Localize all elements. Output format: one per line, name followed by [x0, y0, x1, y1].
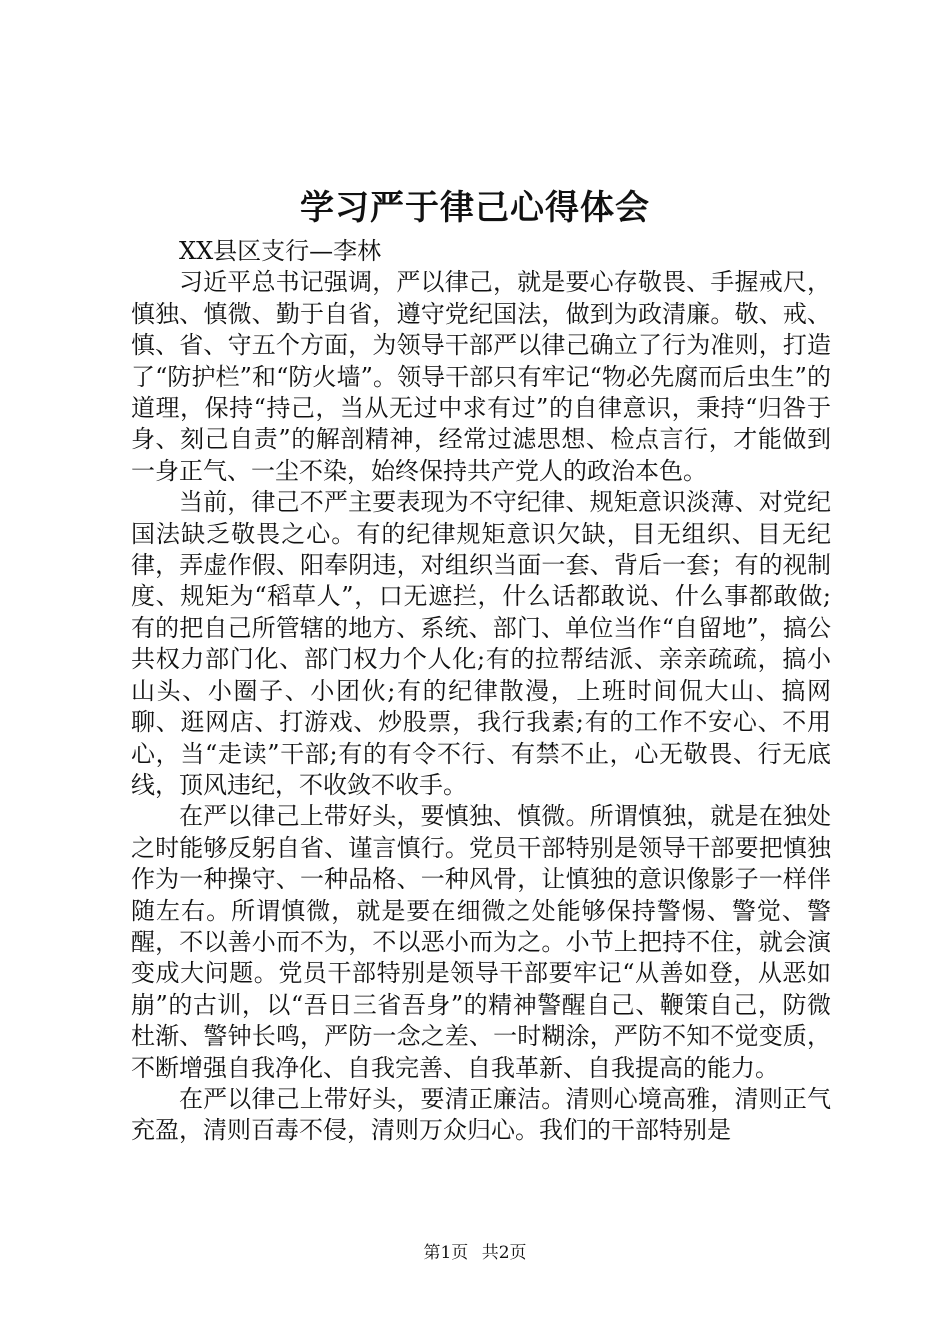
- paragraph-4: 在严以律己上带好头，要清正廉洁。清则心境高雅，清则正气充盈，清则百毒不侵，清则万众归心。我们的干部特别是: [131, 1084, 831, 1145]
- page-total: 共2页: [481, 1243, 527, 1263]
- document-title: 学习严于律己心得体会: [300, 188, 650, 228]
- document-body: [131, 236, 831, 1147]
- paragraph-2: 当前，律己不严主要表现为不守纪律、规矩意识淡薄、对党纪国法缺乏敬畏之心。有的纪律规矩意识欠缺，目无组织、目无纪律，弄虚作假、阳奉阴违，对组织当面一套、背后一套；有的视制度、规矩为“稻草人”，口无遮拦，什么话都敢说、什么事都敢做;有的把自己所管辖的地方、系统、部门、单位当作“自留地”，搞公共权力部门化、部门权力个人化;有的拉帮结派、亲亲疏疏，搞小山头、小圈子、小团伙;有的纪律散漫，上班时间侃大山、搞网聊、逛网店、打游戏、炒股票，我行我素;有的工作不安心、不用心，当“走读”干部;有的有令不行、有禁不止，心无敬畏、行无底线，顶风违纪，不收敛不收手。: [131, 488, 831, 799]
- paragraph-3: 在严以律己上带好头，要慎独、慎微。所谓慎独，就是在独处之时能够反躬自省、谨言慎行。党员干部特别是领导干部要把慎独作为一种操守、一种品格、一种风骨，让慎独的意识像影子一样伴随左右。所谓慎微，就是要在细微之处能够保持警惕、警觉、警醒，不以善小而不为，不以恶小而为之。小节上把持不住，就会演变成大问题。党员干部特别是领导干部要牢记“从善如登，从恶如崩”的古训，以“吾日三省吾身”的精神警醒自己、鞭策自己，防微杜渐、警钟长鸣，严防一念之差、一时糊涂，严防不知不觉变质，不断增强自我净化、自我完善、自我革新、自我提高的能力。: [131, 802, 831, 1082]
- author-line: XX县区支行—李林: [179, 237, 382, 265]
- paragraph-1: 习近平总书记强调，严以律己，就是要心存敬畏、手握戒尺，慎独、慎微、勤于自省，遵守党纪国法，做到为政清廉。敬、戒、慎、省、守五个方面，为领导干部严以律己确立了行为准则，打造了“防护栏”和“防火墙”。领导干部只有牢记“物必先腐而后虫生”的道理，保持“持己，当从无过中求有过”的自律意识，秉持“归咎于身、刻己自责”的解剖精神，经常过滤思想、检点言行，才能做到一身正气、一尘不染，始终保持共产党人的政治本色。: [131, 268, 831, 485]
- page-footer: [0, 1242, 950, 1264]
- page-number: 第1页: [423, 1243, 469, 1263]
